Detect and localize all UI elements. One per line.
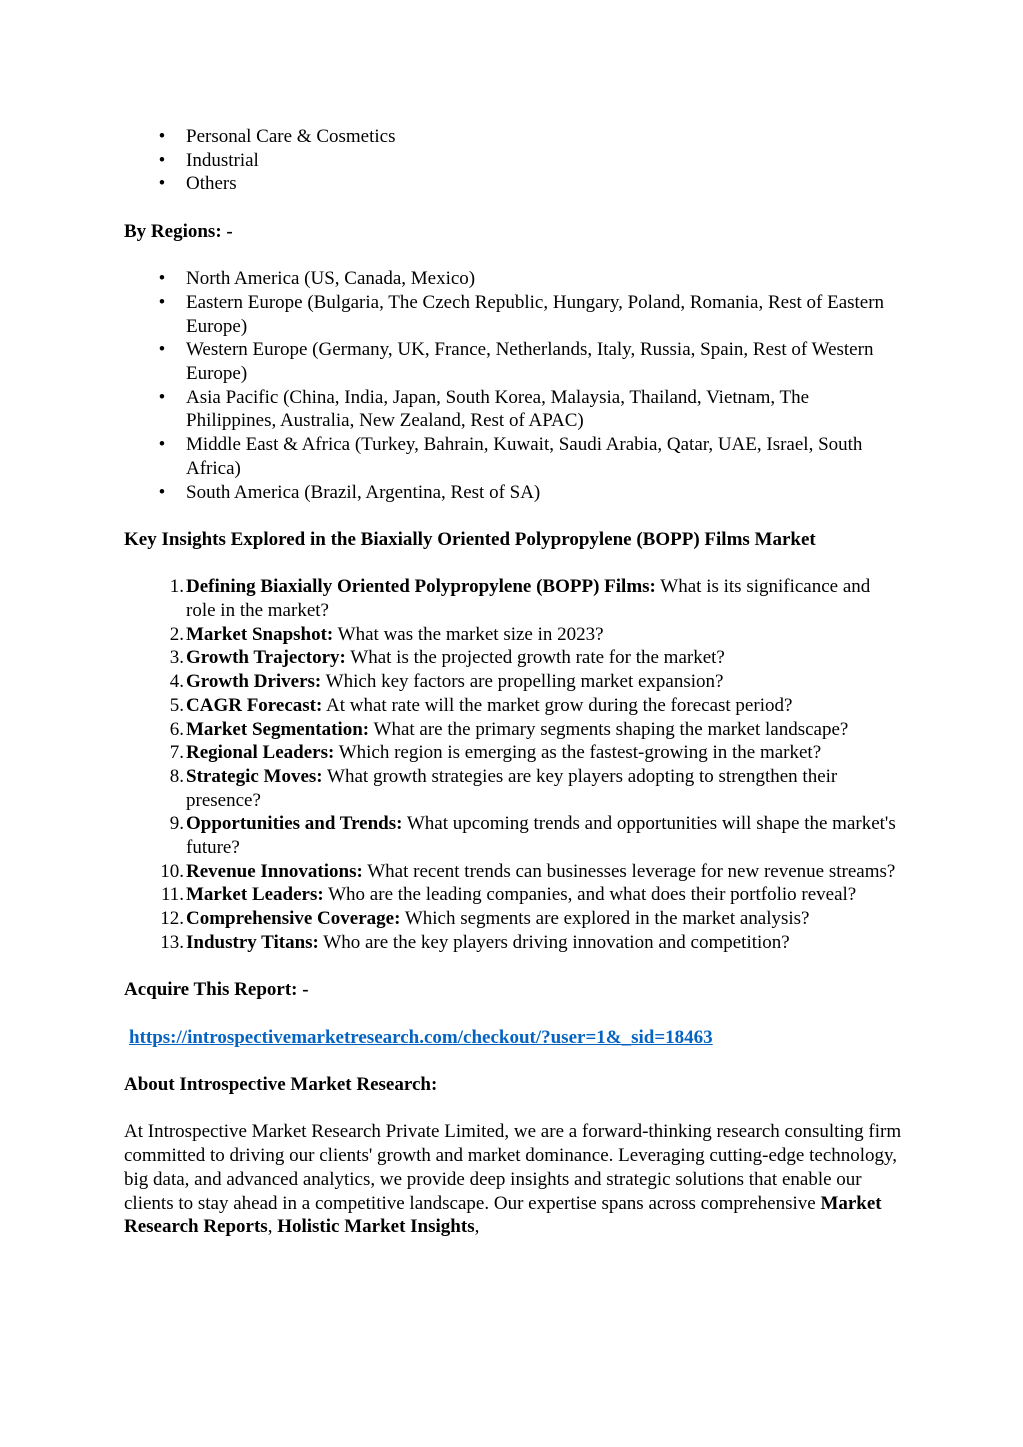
regions-heading: By Regions: - xyxy=(124,220,233,242)
item-label: Defining Biaxially Oriented Polypropylene (BOPP) Films: xyxy=(186,576,656,598)
list-item: • Industrial xyxy=(124,149,904,173)
list-item xyxy=(124,646,904,670)
item-number: 8. xyxy=(169,765,184,787)
item-label: Market Snapshot: xyxy=(186,623,334,645)
item-number: 5. xyxy=(169,694,184,716)
bullet-icon: • xyxy=(158,434,166,456)
item-label: Opportunities and Trends: xyxy=(186,813,403,835)
bullet-icon: • xyxy=(158,481,166,503)
item-number: 1. xyxy=(169,576,184,598)
insights-list xyxy=(124,575,904,954)
list-item: • Middle East & Africa (Turkey, Bahrain, Kuwait, Saudi Arabia, Qatar, UAE, Israel, South Africa) xyxy=(124,433,904,480)
list-item xyxy=(124,718,904,742)
list-item xyxy=(124,907,904,931)
item-text: Which segments are explored in the market analysis? xyxy=(400,908,810,930)
bullet-icon: • xyxy=(158,268,166,290)
list-item: • Western Europe (Germany, UK, France, Netherlands, Italy, Russia, Spain, Rest of Western Europe) xyxy=(124,338,904,385)
item-text: What are the primary segments shaping the market landscape? xyxy=(369,718,849,740)
list-item: • Eastern Europe (Bulgaria, The Czech Republic, Hungary, Poland, Romania, Rest of Eastern Europe) xyxy=(124,291,904,338)
item-number: 13. xyxy=(160,931,184,953)
list-item xyxy=(124,860,904,884)
item-text: What recent trends can businesses leverage for new revenue streams? xyxy=(362,860,896,882)
item-label: Market Leaders: xyxy=(186,884,324,906)
about-paragraph: At Introspective Market Research Private Limited, we are a forward-thinking research consulting firm committed to driving our clients' growth and market dominance. Leveraging cutting-edge technology, big data, and advanced analytics, we provide deep insights and strategic solutions that enable our clients to stay ahead in a competitive landscape. Our expertise spans across comprehensive Market Research Reports, Holistic Market Insights, xyxy=(124,1121,902,1238)
list-item xyxy=(124,694,904,718)
list-item xyxy=(124,741,904,765)
item-label: Strategic Moves: xyxy=(186,765,323,787)
document-page xyxy=(124,125,904,1239)
item-number: 11. xyxy=(160,884,184,906)
acquire-link-paragraph xyxy=(124,1026,904,1050)
applications-list xyxy=(124,125,904,196)
insights-heading: Key Insights Explored in the Biaxially Oriented Polypropylene (BOPP) Films Market xyxy=(124,528,816,550)
list-item xyxy=(124,812,904,859)
item-number: 7. xyxy=(169,742,184,764)
item-number: 2. xyxy=(169,623,184,645)
item-text: What is the projected growth rate for the market? xyxy=(345,647,725,669)
list-item xyxy=(124,765,904,812)
list-item xyxy=(124,623,904,647)
list-item: • South America (Brazil, Argentina, Rest of SA) xyxy=(124,481,904,505)
bullet-icon: • xyxy=(158,291,166,313)
list-item xyxy=(124,670,904,694)
item-text: Which region is emerging as the fastest-growing in the market? xyxy=(334,742,822,764)
item-text: What upcoming trends and opportunities will shape the market's future? xyxy=(186,813,896,859)
item-text: Who are the leading companies, and what does their portfolio reveal? xyxy=(323,884,857,906)
item-text: At what rate will the market grow during the forecast period? xyxy=(322,694,793,716)
item-number: 9. xyxy=(169,813,184,835)
item-number: 12. xyxy=(160,908,184,930)
regions-list xyxy=(124,267,904,504)
checkout-link[interactable]: https://introspectivemarketresearch.com/checkout/?user=1&_sid=18463 xyxy=(129,1026,713,1048)
bullet-icon: • xyxy=(158,173,166,195)
list-item: • Others xyxy=(124,172,904,196)
item-label: Growth Drivers: xyxy=(186,671,322,693)
item-label: Market Segmentation: xyxy=(186,718,370,740)
item-text: What growth strategies are key players adopting to strengthen their presence? xyxy=(186,765,838,811)
item-label: Regional Leaders: xyxy=(186,742,335,764)
bullet-icon: • xyxy=(158,126,166,147)
bullet-icon: • xyxy=(158,149,166,171)
list-item xyxy=(124,931,904,955)
item-number: 3. xyxy=(169,647,184,669)
list-item: • Personal Care & Cosmetics xyxy=(124,125,904,149)
list-item: • Asia Pacific (China, India, Japan, South Korea, Malaysia, Thailand, Vietnam, The Philippines, Australia, New Zealand, Rest of APAC) xyxy=(124,386,904,433)
item-text: Which key factors are propelling market expansion? xyxy=(321,671,724,693)
bullet-icon: • xyxy=(158,386,166,408)
item-text: What is its significance and role in the market? xyxy=(186,576,871,621)
list-item: • North America (US, Canada, Mexico) xyxy=(124,267,904,291)
item-label: Growth Trajectory: xyxy=(186,647,346,669)
acquire-heading: Acquire This Report: - xyxy=(124,979,309,1001)
about-heading: About Introspective Market Research: xyxy=(124,1074,438,1096)
item-label: Comprehensive Coverage: xyxy=(186,908,401,930)
item-label: Revenue Innovations: xyxy=(186,860,363,882)
bullet-icon: • xyxy=(158,339,166,361)
item-label: CAGR Forecast: xyxy=(186,694,323,716)
item-number: 10. xyxy=(160,860,184,882)
item-text: What was the market size in 2023? xyxy=(333,623,604,645)
item-number: 6. xyxy=(169,718,184,740)
item-label: Industry Titans: xyxy=(186,931,319,953)
item-number: 4. xyxy=(169,671,184,693)
item-text: Who are the key players driving innovation and competition? xyxy=(318,931,790,953)
list-item xyxy=(124,883,904,907)
list-item xyxy=(124,575,904,622)
